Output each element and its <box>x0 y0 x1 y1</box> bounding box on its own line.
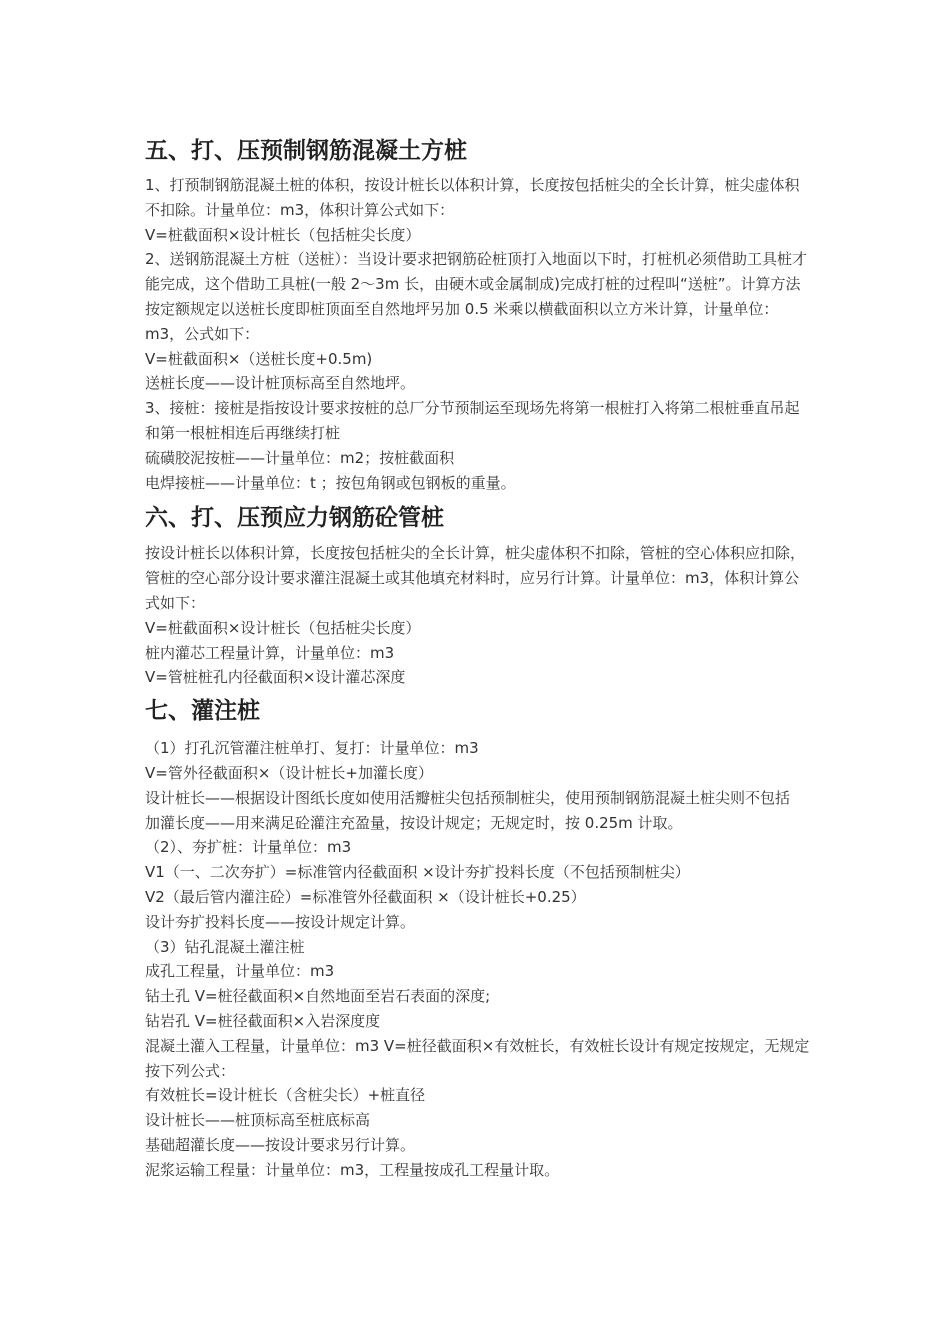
formula: V=管外径截面积×（设计桩长+加灌长度） <box>145 763 433 782</box>
paragraph: 设计桩长——根据设计图纸长度如使用活瓣桩尖包括预制桩尖，使用预制钢筋混凝土桩尖则不包括 <box>145 788 791 807</box>
formula: V1（一、二次夯扩）=标准管内径截面积 ×设计夯扩投料长度（不包括预制桩尖） <box>145 863 690 882</box>
section-body-6 <box>145 541 810 690</box>
formula: V=桩截面积×设计桩长（包括桩尖长度） <box>145 225 421 244</box>
paragraph: 加灌长度——用来满足砼灌注充盈量，按设计规定；无规定时，按 0.25m 计取。 <box>145 813 683 832</box>
paragraph: 1、打预制钢筋混凝土桩的体积，按设计桩长以体积计算，长度按包括桩尖的全长计算，桩尖虚体积不扣除。计量单位：m3，体积计算公式如下： <box>145 176 800 219</box>
formula: V=桩截面积×（送桩长度+0.5m) <box>145 349 373 368</box>
paragraph: 成孔工程量，计量单位：m3 <box>145 962 335 981</box>
paragraph: 混凝土灌入工程量，计量单位：m3 V=桩径截面积×有效桩长，有效桩长设计有规定按规定，无规定按下列公式： <box>145 1036 810 1080</box>
paragraph: 2、送钢筋混凝土方桩（送桩）：当设计要求把钢筋砼桩顶打入地面以下时，打桩机必须借助工具桩才能完成，这个借助工具桩(一般 2～3m 长，由硬木或金属制成)完成打桩的过程叫“送桩”。计算方法按定额规定以送桩长度即桩顶面至自然地坪另加 0.5 米乘以横截面积以立方米计算，计量单位：m3，公式如下： <box>145 250 808 343</box>
formula: V=管桩桩孔内径截面积×设计灌芯深度 <box>145 668 406 687</box>
paragraph: 硫磺胶泥按桩——计量单位：m2；按桩截面积 <box>145 448 455 467</box>
formula: 钻岩孔 V=桩径截面积×入岩深度度 <box>145 1011 381 1030</box>
paragraph: （3）钻孔混凝土灌注桩 <box>145 937 305 956</box>
section-heading-6: 六、打、压预应力钢筋砼管桩 <box>145 505 444 532</box>
section-body-7 <box>145 736 810 1182</box>
formula: V=桩截面积×设计桩长（包括桩尖长度） <box>145 618 421 637</box>
paragraph: 设计桩长——桩顶标高至桩底标高 <box>145 1111 371 1130</box>
paragraph: 泥浆运输工程量：计量单位：m3，工程量按成孔工程量计取。 <box>145 1160 560 1179</box>
section-heading-7: 七、灌注桩 <box>145 698 260 725</box>
formula: 有效桩长=设计桩长（含桩尖长）+桩直径 <box>145 1086 426 1105</box>
document-body <box>145 134 810 1182</box>
paragraph: 3、接桩：接桩是指按设计要求按桩的总厂分节预制运至现场先将第一根桩打入将第二根桩垂直吊起和第一根桩相连后再继续打桩 <box>145 399 800 442</box>
paragraph: （2）、夯扩桩：计量单位：m3 <box>145 838 352 857</box>
section-heading-5: 五、打、压预制钢筋混凝土方桩 <box>145 138 467 164</box>
paragraph: 送桩长度——设计桩顶标高至自然地坪。 <box>145 374 416 393</box>
paragraph: 设计夯扩投料长度——按设计规定计算。 <box>145 912 416 931</box>
paragraph: 桩内灌芯工程量计算，计量单位：m3 <box>145 643 395 662</box>
paragraph: 基础超灌长度——按设计要求另行计算。 <box>145 1135 416 1154</box>
paragraph: 按设计桩长以体积计算，长度按包括桩尖的全长计算，桩尖虚体积不扣除，管桩的空心体积应扣除，管桩的空心部分设计要求灌注混凝土或其他填充材料时，应另行计算。计量单位：m3，体积计算公式如下： <box>145 544 806 612</box>
section-body-5 <box>145 173 810 495</box>
formula: V2（最后管内灌注砼）=标准管外径截面积 ×（设计桩长+0.25） <box>145 887 586 906</box>
paragraph: 电焊接桩——计量单位：t ；按包角钢或包钢板的重量。 <box>145 473 516 492</box>
formula: 钻土孔 V=桩径截面积×自然地面至岩石表面的深度; <box>145 987 491 1006</box>
paragraph: （1）打孔沉管灌注桩单打、复打：计量单位：m3 <box>145 739 479 758</box>
